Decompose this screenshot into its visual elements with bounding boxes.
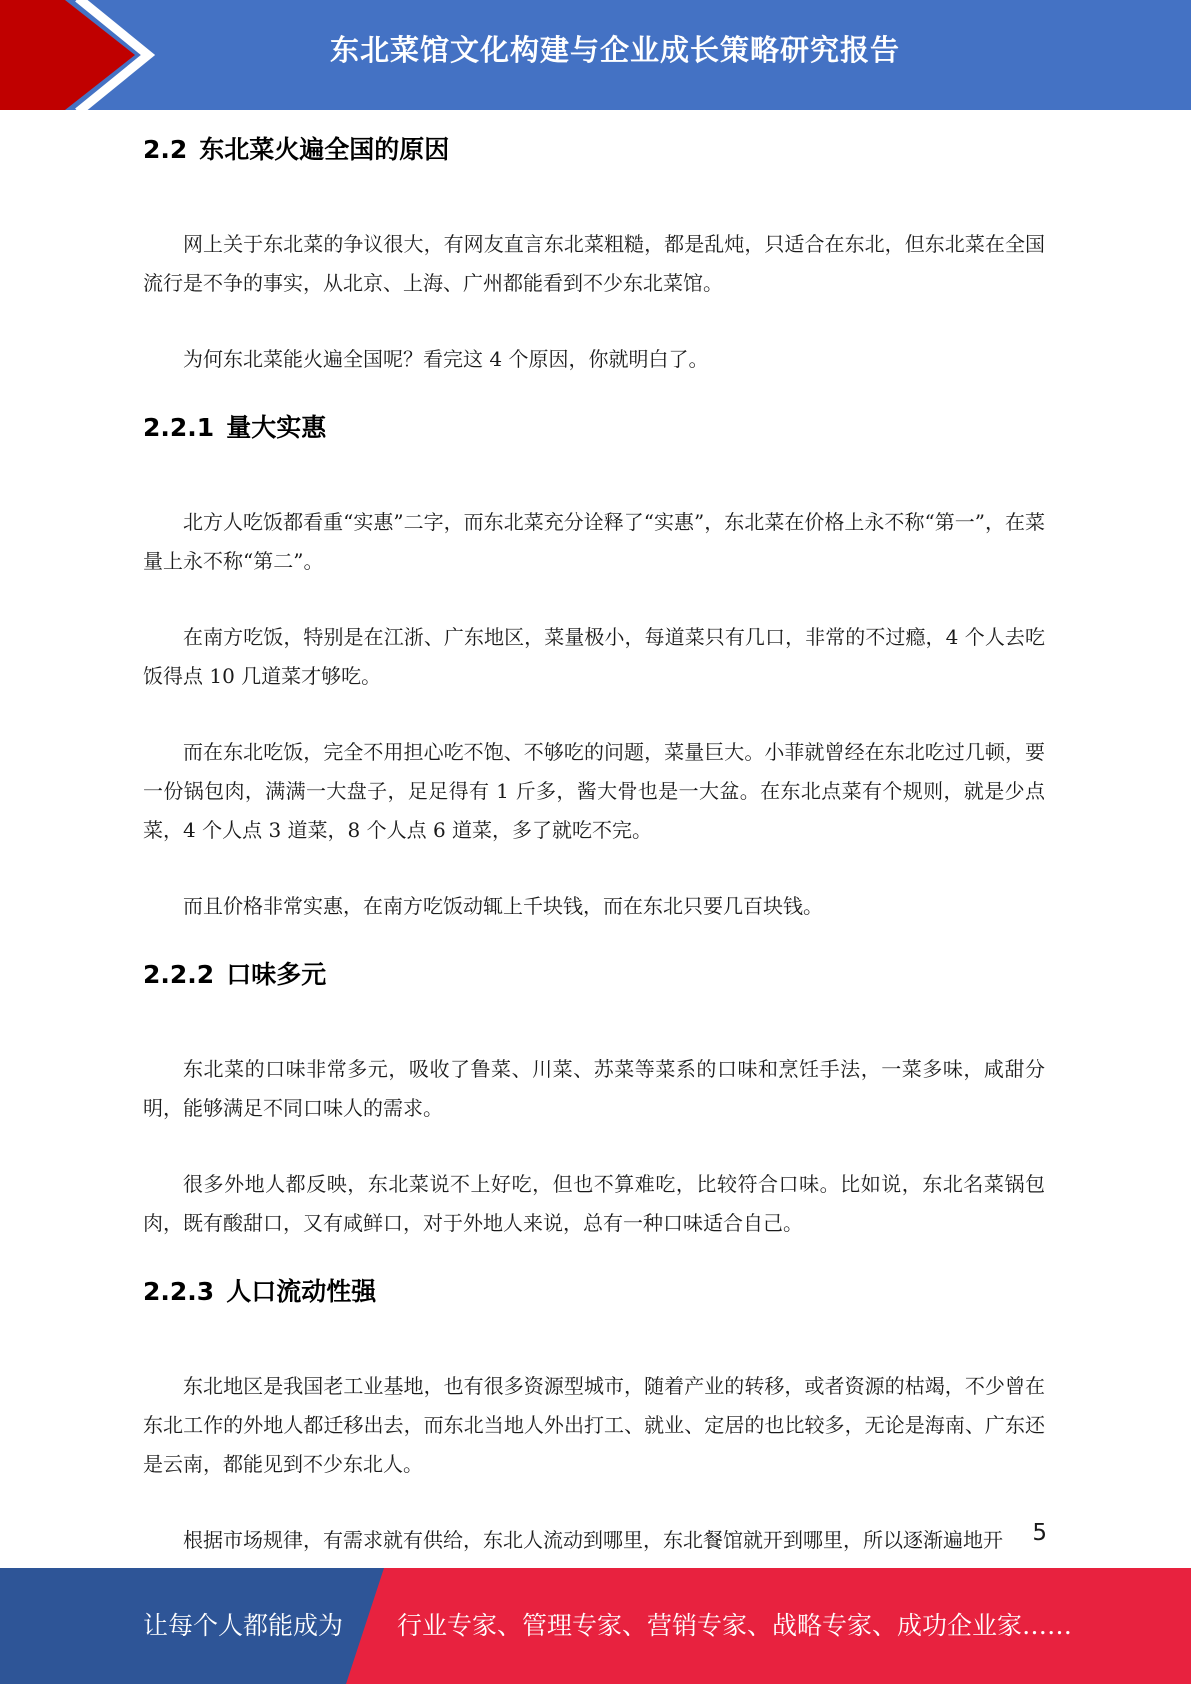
subsection-title: 人口流动性强 [226,1277,377,1306]
paragraph: 很多外地人都反映，东北菜说不上好吃，但也不算难吃，比较符合口味。比如说，东北名菜锅包肉，既有酸甜口，又有咸鲜口，对于外地人来说，总有一种口味适合自己。 [143,1172,1045,1235]
subsection-heading [143,955,1045,995]
subsection-number: 2.2.1 [143,413,215,442]
subsection-heading [143,408,1045,448]
paragraph: 为何东北菜能火遍全国呢？看完这 4 个原因，你就明白了。 [183,347,709,371]
paragraph: 而且价格非常实惠，在南方吃饭动辄上千块钱，而在东北只要几百块钱。 [183,894,823,918]
section-number: 2.2 [143,135,188,164]
page-header [0,0,1191,110]
header-title: 东北菜馆文化构建与企业成长策略研究报告 [329,33,900,67]
section-title: 东北菜火遍全国的原因 [199,135,450,164]
paragraph: 根据市场规律，有需求就有供给，东北人流动到哪里，东北餐馆就开到哪里，所以逐渐遍地开 [183,1528,1003,1552]
paragraph: 而在东北吃饭，完全不用担心吃不饱、不够吃的问题，菜量巨大。小菲就曾经在东北吃过几顿，要一份锅包肉，满满一大盘子，足足得有 1 斤多，酱大骨也是一大盆。在东北点菜有个规则，就是少点菜，4 个人点 3 道菜，8 个人点 6 道菜，多了就吃不完。 [143,740,1045,842]
paragraph: 北方人吃饭都看重“实惠”二字，而东北菜充分诠释了“实惠”，东北菜在价格上永不称“第一”，在菜量上永不称“第二”。 [143,510,1045,573]
paragraph: 东北地区是我国老工业基地，也有很多资源型城市，随着产业的转移，或者资源的枯竭，不少曾在东北工作的外地人都迁移出去，而东北当地人外出打工、就业、定居的也比较多，无论是海南、广东还是云南，都能见到不少东北人。 [143,1374,1045,1476]
page-footer [0,1568,1191,1684]
subsection-number: 2.2.2 [143,960,215,989]
page-number: 5 [1032,1520,1047,1546]
footer-slogan-left: 让每个人都能成为 [143,1611,344,1640]
subsection-heading [143,1272,1045,1312]
section-heading [143,130,1045,170]
subsection-title: 量大实惠 [226,413,327,442]
subsection-number: 2.2.3 [143,1277,215,1306]
paragraph: 东北菜的口味非常多元，吸收了鲁菜、川菜、苏菜等菜系的口味和烹饪手法，一菜多味，咸甜分明，能够满足不同口味人的需求。 [143,1057,1045,1120]
footer-slogan-right: 行业专家、管理专家、营销专家、战略专家、成功企业家…… [397,1611,1073,1640]
paragraph: 在南方吃饭，特别是在江浙、广东地区，菜量极小，每道菜只有几口，非常的不过瘾，4 个人去吃饭得点 10 几道菜才够吃。 [143,625,1045,688]
subsection-title: 口味多元 [226,960,327,989]
paragraph: 网上关于东北菜的争议很大，有网友直言东北菜粗糙，都是乱炖，只适合在东北，但东北菜在全国流行是不争的事实，从北京、上海、广州都能看到不少东北菜馆。 [143,232,1045,295]
document-body [143,130,1045,1560]
